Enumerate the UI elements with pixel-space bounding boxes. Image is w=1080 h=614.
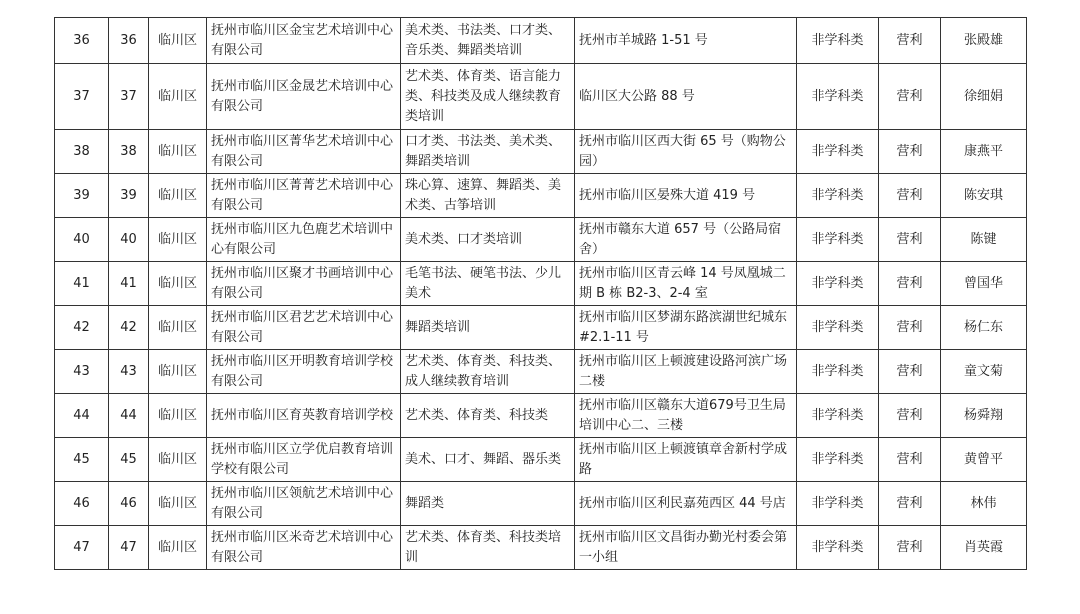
category-cell: 非学科类 [797, 306, 879, 350]
address-cell: 抚州市临川区西大街 65 号（购物公园） [575, 130, 797, 174]
institution-name-cell: 抚州市临川区菁华艺术培训中心有限公司 [207, 130, 401, 174]
institution-name-cell: 抚州市临川区米奇艺术培训中心有限公司 [207, 526, 401, 570]
institution-name-cell: 抚州市临川区领航艺术培训中心有限公司 [207, 482, 401, 526]
address-cell: 抚州市临川区利民嘉苑西区 44 号店 [575, 482, 797, 526]
nature-cell: 营利 [879, 18, 941, 64]
row-number-cell: 44 [55, 394, 109, 438]
nature-cell: 营利 [879, 306, 941, 350]
address-cell: 抚州市临川区赣东大道679号卫生局培训中心二、三楼 [575, 394, 797, 438]
address-cell: 临川区大公路 88 号 [575, 64, 797, 130]
nature-cell: 营利 [879, 174, 941, 218]
category-cell: 非学科类 [797, 18, 879, 64]
legal-person-cell: 林伟 [941, 482, 1027, 526]
legal-person-cell: 陈安琪 [941, 174, 1027, 218]
training-scope-cell: 舞蹈类培训 [401, 306, 575, 350]
legal-person-cell: 杨舜翔 [941, 394, 1027, 438]
sequence-cell: 39 [109, 174, 149, 218]
district-cell: 临川区 [149, 130, 207, 174]
legal-person-cell: 童文菊 [941, 350, 1027, 394]
category-cell: 非学科类 [797, 394, 879, 438]
training-scope-cell: 美术、口才、舞蹈、器乐类 [401, 438, 575, 482]
table-row [55, 218, 1027, 262]
category-cell: 非学科类 [797, 438, 879, 482]
nature-cell: 营利 [879, 438, 941, 482]
legal-person-cell: 徐细娟 [941, 64, 1027, 130]
sequence-cell: 44 [109, 394, 149, 438]
address-cell: 抚州市羊城路 1-51 号 [575, 18, 797, 64]
category-cell: 非学科类 [797, 130, 879, 174]
address-cell: 抚州市赣东大道 657 号（公路局宿舍） [575, 218, 797, 262]
nature-cell: 营利 [879, 64, 941, 130]
institution-name-cell: 抚州市临川区开明教育培训学校有限公司 [207, 350, 401, 394]
legal-person-cell: 张殿雄 [941, 18, 1027, 64]
sequence-cell: 38 [109, 130, 149, 174]
training-scope-cell: 艺术类、体育类、语言能力类、科技类及成人继续教育类培训 [401, 64, 575, 130]
legal-person-cell: 康燕平 [941, 130, 1027, 174]
table-row [55, 350, 1027, 394]
nature-cell: 营利 [879, 350, 941, 394]
training-scope-cell: 珠心算、速算、舞蹈类、美术类、古筝培训 [401, 174, 575, 218]
category-cell: 非学科类 [797, 218, 879, 262]
table-row [55, 438, 1027, 482]
training-scope-cell: 美术类、口才类培训 [401, 218, 575, 262]
address-cell: 抚州市临川区梦湖东路滨湖世纪城东#2.1-11 号 [575, 306, 797, 350]
legal-person-cell: 黄曾平 [941, 438, 1027, 482]
category-cell: 非学科类 [797, 262, 879, 306]
institution-name-cell: 抚州市临川区君艺艺术培训中心有限公司 [207, 306, 401, 350]
table-row [55, 526, 1027, 570]
row-number-cell: 42 [55, 306, 109, 350]
district-cell: 临川区 [149, 350, 207, 394]
institution-name-cell: 抚州市临川区金晟艺术培训中心有限公司 [207, 64, 401, 130]
table-row [55, 262, 1027, 306]
nature-cell: 营利 [879, 526, 941, 570]
district-cell: 临川区 [149, 526, 207, 570]
legal-person-cell: 曾国华 [941, 262, 1027, 306]
nature-cell: 营利 [879, 482, 941, 526]
training-scope-cell: 毛笔书法、硬笔书法、少儿美术 [401, 262, 575, 306]
table-body [55, 18, 1027, 570]
nature-cell: 营利 [879, 130, 941, 174]
address-cell: 抚州市临川区文昌街办勤光村委会第一小组 [575, 526, 797, 570]
district-cell: 临川区 [149, 262, 207, 306]
row-number-cell: 36 [55, 18, 109, 64]
address-cell: 抚州市临川区晏殊大道 419 号 [575, 174, 797, 218]
district-cell: 临川区 [149, 394, 207, 438]
sequence-cell: 42 [109, 306, 149, 350]
row-number-cell: 43 [55, 350, 109, 394]
institution-table [54, 17, 1027, 570]
sequence-cell: 47 [109, 526, 149, 570]
address-cell: 抚州市临川区上顿渡建设路河滨广场二楼 [575, 350, 797, 394]
category-cell: 非学科类 [797, 64, 879, 130]
table-row [55, 18, 1027, 64]
training-scope-cell: 美术类、书法类、口才类、音乐类、舞蹈类培训 [401, 18, 575, 64]
district-cell: 临川区 [149, 482, 207, 526]
training-scope-cell: 舞蹈类 [401, 482, 575, 526]
row-number-cell: 41 [55, 262, 109, 306]
district-cell: 临川区 [149, 438, 207, 482]
row-number-cell: 46 [55, 482, 109, 526]
row-number-cell: 47 [55, 526, 109, 570]
category-cell: 非学科类 [797, 174, 879, 218]
row-number-cell: 39 [55, 174, 109, 218]
nature-cell: 营利 [879, 262, 941, 306]
category-cell: 非学科类 [797, 482, 879, 526]
training-scope-cell: 艺术类、体育类、科技类、成人继续教育培训 [401, 350, 575, 394]
legal-person-cell: 陈键 [941, 218, 1027, 262]
table-row [55, 130, 1027, 174]
row-number-cell: 40 [55, 218, 109, 262]
sequence-cell: 46 [109, 482, 149, 526]
table-row [55, 482, 1027, 526]
category-cell: 非学科类 [797, 526, 879, 570]
row-number-cell: 45 [55, 438, 109, 482]
institution-name-cell: 抚州市临川区菁菁艺术培训中心有限公司 [207, 174, 401, 218]
training-scope-cell: 艺术类、体育类、科技类培训 [401, 526, 575, 570]
institution-name-cell: 抚州市临川区金宝艺术培训中心有限公司 [207, 18, 401, 64]
institution-name-cell: 抚州市临川区立学优启教育培训学校有限公司 [207, 438, 401, 482]
sequence-cell: 41 [109, 262, 149, 306]
table-row [55, 174, 1027, 218]
district-cell: 临川区 [149, 306, 207, 350]
row-number-cell: 37 [55, 64, 109, 130]
nature-cell: 营利 [879, 218, 941, 262]
sequence-cell: 37 [109, 64, 149, 130]
legal-person-cell: 肖英霞 [941, 526, 1027, 570]
district-cell: 临川区 [149, 218, 207, 262]
institution-name-cell: 抚州市临川区育英教育培训学校 [207, 394, 401, 438]
institution-name-cell: 抚州市临川区聚才书画培训中心有限公司 [207, 262, 401, 306]
district-cell: 临川区 [149, 18, 207, 64]
sequence-cell: 45 [109, 438, 149, 482]
training-scope-cell: 口才类、书法类、美术类、舞蹈类培训 [401, 130, 575, 174]
sequence-cell: 36 [109, 18, 149, 64]
sequence-cell: 43 [109, 350, 149, 394]
sequence-cell: 40 [109, 218, 149, 262]
nature-cell: 营利 [879, 394, 941, 438]
district-cell: 临川区 [149, 174, 207, 218]
category-cell: 非学科类 [797, 350, 879, 394]
table-row [55, 306, 1027, 350]
row-number-cell: 38 [55, 130, 109, 174]
address-cell: 抚州市临川区青云峰 14 号凤凰城二期 B 栋 B2-3、2-4 室 [575, 262, 797, 306]
table-row [55, 64, 1027, 130]
address-cell: 抚州市临川区上顿渡镇章舍新村学成路 [575, 438, 797, 482]
table-row [55, 394, 1027, 438]
legal-person-cell: 杨仁东 [941, 306, 1027, 350]
district-cell: 临川区 [149, 64, 207, 130]
training-scope-cell: 艺术类、体育类、科技类 [401, 394, 575, 438]
institution-name-cell: 抚州市临川区九色鹿艺术培训中心有限公司 [207, 218, 401, 262]
